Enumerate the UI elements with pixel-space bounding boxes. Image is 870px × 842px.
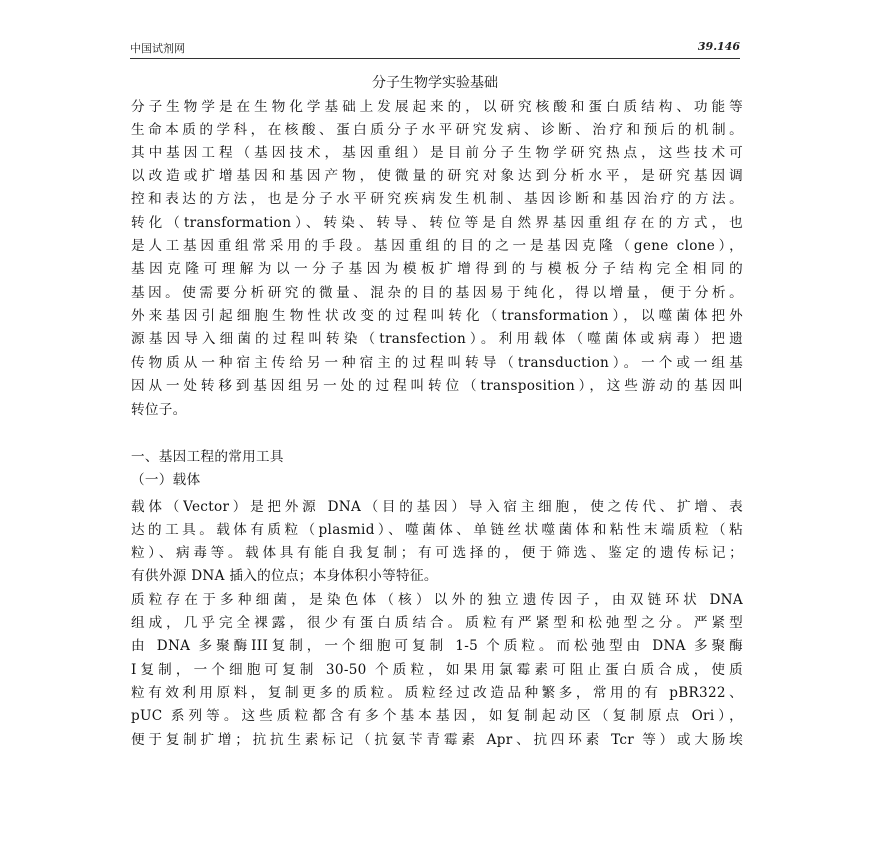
text-line: 基因。使需要分析研究的微量、混杂的目的基因易于纯化，得以增量，便于分析。: [131, 285, 743, 301]
text-line: 其中基因工程（基因技术，基因重组）是目前分子生物学研究热点，这些技术可: [131, 145, 743, 161]
document-title: 分子生物学实验基础: [372, 75, 498, 91]
text-line: 分子生物学是在生物化学基础上发展起来的，以研究核酸和蛋白质结构、功能等: [131, 99, 743, 115]
text-line: 达的工具。载体有质粒（plasmid）、噬菌体、单链丝状噬菌体和粘性末端质粒（粘: [131, 522, 743, 538]
text-line: 转化（transformation）、转染、转导、转位等是自然界基因重组存在的方式，也: [131, 215, 743, 231]
text-line: 粒）、病毒等。载体具有能自我复制；有可选择的，便于筛选、鉴定的遗传标记；: [131, 545, 743, 561]
text-line: 由 DNA 多聚酶III复制，一个细胞可复制 1-5 个质粒。而松弛型由 DNA 多聚酶: [131, 638, 743, 654]
text-line: 载体（Vector）是把外源 DNA（目的基因）导入宿主细胞，使之传代、扩增、表: [131, 499, 743, 515]
text-line: [131, 421, 743, 443]
text-line: 粒有效利用原料，复制更多的质粒。质粒经过改造品种繁多，常用的有 pBR322、: [131, 685, 743, 701]
text-line: 源基因导入细菌的过程叫转染（transfection）。利用载体（噬菌体或病毒）把遗: [131, 331, 743, 347]
text-line: 传物质从一种宿主传给另一种宿主的过程叫转导（transduction）。一个或一组基: [131, 355, 743, 371]
text-line: 生命本质的学科，在核酸、蛋白质分子水平研究发病、诊断、治疗和预后的机制。: [131, 122, 743, 138]
text-line: 以改造或扩增基因和基因产物，使微量的研究对象达到分析水平，是研究基因调: [131, 168, 743, 184]
text-line: 便于复制扩增；抗抗生素标记（抗氨苄青霉素 Apr、抗四环素 Tcr 等）或大肠埃: [131, 732, 743, 748]
page-header: [130, 40, 740, 58]
text-line: 有供外源 DNA 插入的位点；本身体积小等特征。: [131, 568, 438, 584]
header-site-name: 中国试剂网: [130, 42, 185, 55]
text-line: （一）载体: [131, 472, 201, 488]
text-line: 控和表达的方法，也是分子水平研究疾病发生机制、基因诊断和基因治疗的方法。: [131, 191, 743, 207]
text-line: 是人工基因重组常采用的手段。基因重组的目的之一是基因克隆（gene clone），: [131, 238, 743, 254]
text-line: 一、基因工程的常用工具: [131, 449, 284, 465]
text-line: Ⅰ复制，一个细胞可复制 30-50 个质粒，如果用氯霉素可阻止蛋白质合成，使质: [131, 662, 743, 678]
text-line: 因从一处转移到基因组另一处的过程叫转位（transposition），这些游动的基因叫: [131, 378, 743, 394]
text-line: 转位子。: [131, 402, 187, 418]
text-line: 组成，几乎完全裸露，很少有蛋白质结合。质粒有严紧型和松弛型之分。严紧型: [131, 615, 743, 631]
text-line: 基因克隆可理解为以一分子基因为模板扩增得到的与模板分子结构完全相同的: [131, 261, 743, 277]
text-line: 质粒存在于多种细菌，是染色体（核）以外的独立遗传因子，由双链环状 DNA: [131, 592, 743, 608]
header-page-number: 39.146: [697, 40, 740, 53]
header-divider: [130, 58, 740, 59]
text-line: 外来基因引起细胞生物性状改变的过程叫转化（transformation），以噬菌体把外: [131, 308, 743, 324]
text-line: pUC 系列等。这些质粒都含有多个基本基因，如复制起动区（复制原点 Ori），: [131, 708, 743, 724]
